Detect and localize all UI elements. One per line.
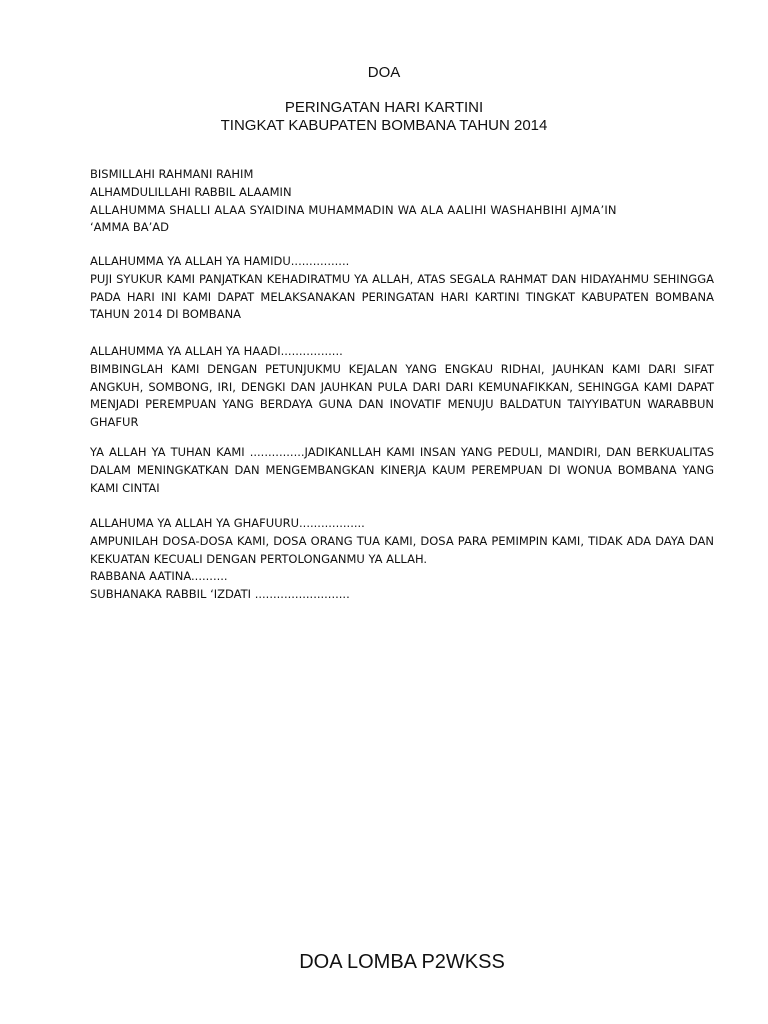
- paragraph-hamidu-text: PUJI SYUKUR KAMI PANJATKAN KEHADIRATMU YA ALLAH, ATAS SEGALA RAHMAT DAN HIDAYAHMU SEHINGGA PADA HARI INI KAMI DAPAT MELAKSANAKAN PERINGATAN HARI KARTINI TINGKAT KABUPATEN BOMBANA TAHUN 2014 DI BOMBANA: [90, 271, 714, 322]
- document-title-line-1: PERINGATAN HARI KARTINI: [284, 99, 484, 116]
- paragraph-tuhan: [90, 444, 714, 497]
- document-title-line-2: TINGKAT KABUPATEN BOMBANA TAHUN 2014: [220, 117, 548, 134]
- document-label: DOA: [367, 64, 401, 81]
- paragraph-haadi-text: BIMBINGLAH KAMI DENGAN PETUNJUKMU KEJALAN YANG ENGKAU RIDHAI, JAUHKAN KAMI DARI SIFAT ANGKUH, SOMBONG, IRI, DENGKI DAN JAUHKAN PULA DARI DARI KEMUNAFIKKAN, SEHINGGA KAMI DAPAT MENJADI PEREMPUAN YANG BERDAYA GUNA DAN INOVATIF MENUJU BALDATUN TAIYYIBATUN WARABBUN GHAFUR: [90, 361, 714, 430]
- closing-line-2: SUBHANAKA RABBIL ‘IZDATI ..........................: [90, 587, 350, 602]
- footer-caption: DOA LOMBA P2WKSS: [299, 951, 505, 973]
- opening-block: [90, 166, 714, 237]
- paragraph-haadi: [90, 343, 714, 432]
- opening-line-4: ‘AMMA BA’AD: [90, 220, 170, 235]
- paragraph-haadi-invocation: ALLAHUMMA YA ALLAH YA HAADI.................: [90, 344, 343, 358]
- paragraph-tuhan-text: YA ALLAH YA TUHAN KAMI ...............JADIKANLLAH KAMI INSAN YANG PEDULI, MANDIRI, DAN BERKUALITAS DALAM MENINGKATKAN DAN MENGEMBANGKAN KINERJA KAUM PEREMPUAN DI WONUA BOMBANA YANG KAMI CINTAI: [90, 445, 714, 495]
- opening-line-1: BISMILLAHI RAHMANI RAHIM: [90, 167, 254, 181]
- paragraph-hamidu-invocation: ALLAHUMMA YA ALLAH YA HAMIDU................: [90, 254, 350, 268]
- paragraph-hamidu: [90, 253, 714, 324]
- paragraph-ghafuuru: [90, 515, 714, 604]
- paragraph-ghafuuru-text: AMPUNILAH DOSA-DOSA KAMI, DOSA ORANG TUA KAMI, DOSA PARA PEMIMPIN KAMI, TIDAK ADA DAYA DAN KEKUATAN KECUALI DENGAN PERTOLONGANMU YA ALLAH.: [90, 533, 714, 566]
- closing-line-1: RABBANA AATINA..........: [90, 569, 228, 584]
- opening-line-2: ALHAMDULILLAHI RABBIL ALAAMIN: [90, 184, 292, 199]
- paragraph-ghafuuru-invocation: ALLAHUMA YA ALLAH YA GHAFUURU..................: [90, 516, 365, 530]
- opening-line-3: ALLAHUMMA SHALLI ALAA SYAIDINA MUHAMMADIN WA ALA AALIHI WASHAHBIHI AJMA’IN: [90, 202, 617, 217]
